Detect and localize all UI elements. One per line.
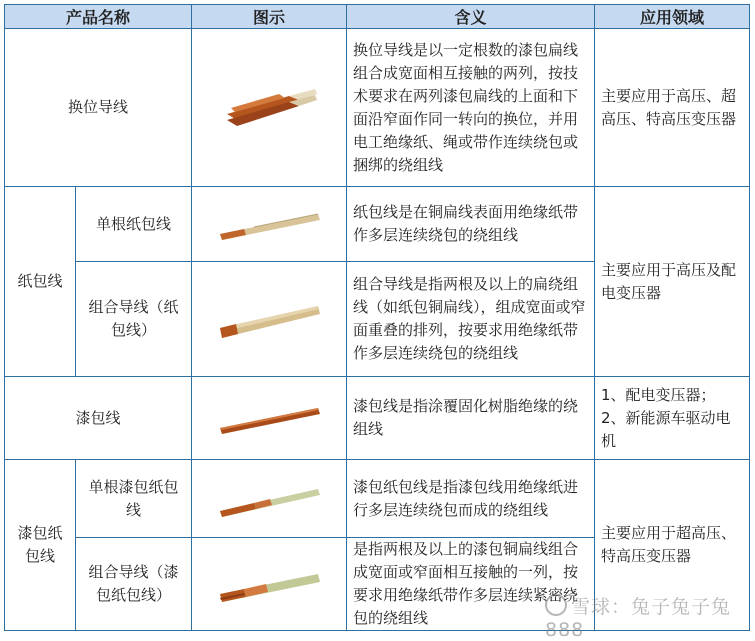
product-image xyxy=(192,187,347,262)
product-name: 组合导线（漆包纸包线） xyxy=(76,538,192,631)
product-meaning: 组合导线是指两根及以上的扁绕组线（如纸包铜扁线），组成宽面或窄面重叠的排列，按要求用绝缘纸带作多层连续绕包的绕组线 xyxy=(347,262,595,377)
product-image xyxy=(192,538,347,631)
product-group: 漆包纸包线 xyxy=(5,460,76,631)
header-name: 产品名称 xyxy=(5,5,192,29)
product-name: 换位导线 xyxy=(5,29,192,187)
snowball-logo-icon xyxy=(545,594,567,616)
product-table xyxy=(4,4,750,631)
product-application: 主要应用于高压、超高压、特高压变压器 xyxy=(595,29,750,187)
product-group: 纸包线 xyxy=(5,187,76,377)
product-name: 单根纸包线 xyxy=(76,187,192,262)
product-application xyxy=(595,377,750,460)
header-application: 应用领域 xyxy=(595,5,750,29)
product-meaning: 漆包线是指涂覆固化树脂绝缘的绕组线 xyxy=(347,377,595,460)
table-row xyxy=(5,377,750,460)
product-application: 主要应用于高压及配电变压器 xyxy=(595,187,750,377)
table-row xyxy=(5,187,750,262)
combined-paper-conductor-icon xyxy=(214,294,324,344)
product-meaning: 换位导线是以一定根数的漆包扁线组合成宽面相互接触的两列，按技术要求在两列漆包扁线的上面和下面沿窄面作同一转向的换位，并用电工绝缘纸、绳或带作连续绕包或捆绑的绕组线 xyxy=(347,29,595,187)
table-header-row xyxy=(5,5,750,29)
header-image: 图示 xyxy=(192,5,347,29)
transposed-conductor-icon xyxy=(219,80,319,136)
application-line: 1、配电变压器； xyxy=(601,385,716,404)
product-image xyxy=(192,262,347,377)
enameled-paper-wire-icon xyxy=(214,477,324,521)
enameled-wire-icon xyxy=(214,398,324,438)
table-row xyxy=(5,29,750,187)
product-name: 单根漆包纸包线 xyxy=(76,460,192,538)
product-meaning: 漆包纸包线是指漆包线用绝缘纸进行多层连续绕包而成的绕组线 xyxy=(347,460,595,538)
product-image xyxy=(192,29,347,187)
watermark xyxy=(545,592,755,641)
header-meaning: 含义 xyxy=(347,5,595,29)
product-meaning: 纸包线是在铜扁线表面用绝缘纸带作多层连续绕包的绕组线 xyxy=(347,187,595,262)
product-meaning: 是指两根及以上的漆包铜扁线组合成宽面或窄面相互接触的一列，按要求用绝缘纸带作多层连续紧密绕包的绕组线 xyxy=(347,538,595,631)
application-line: 2、新能源车驱动电机 xyxy=(601,408,731,450)
product-image xyxy=(192,460,347,538)
watermark-text: 雪球：兔子兔子兔888 xyxy=(545,596,732,641)
product-name: 组合导线（纸包线） xyxy=(76,262,192,377)
table-row xyxy=(5,460,750,538)
paper-covered-wire-icon xyxy=(214,204,324,244)
combined-enameled-paper-icon xyxy=(214,562,324,606)
product-name: 漆包线 xyxy=(5,377,192,460)
product-application: 主要应用于超高压、特高压变压器 xyxy=(595,460,750,631)
product-image xyxy=(192,377,347,460)
